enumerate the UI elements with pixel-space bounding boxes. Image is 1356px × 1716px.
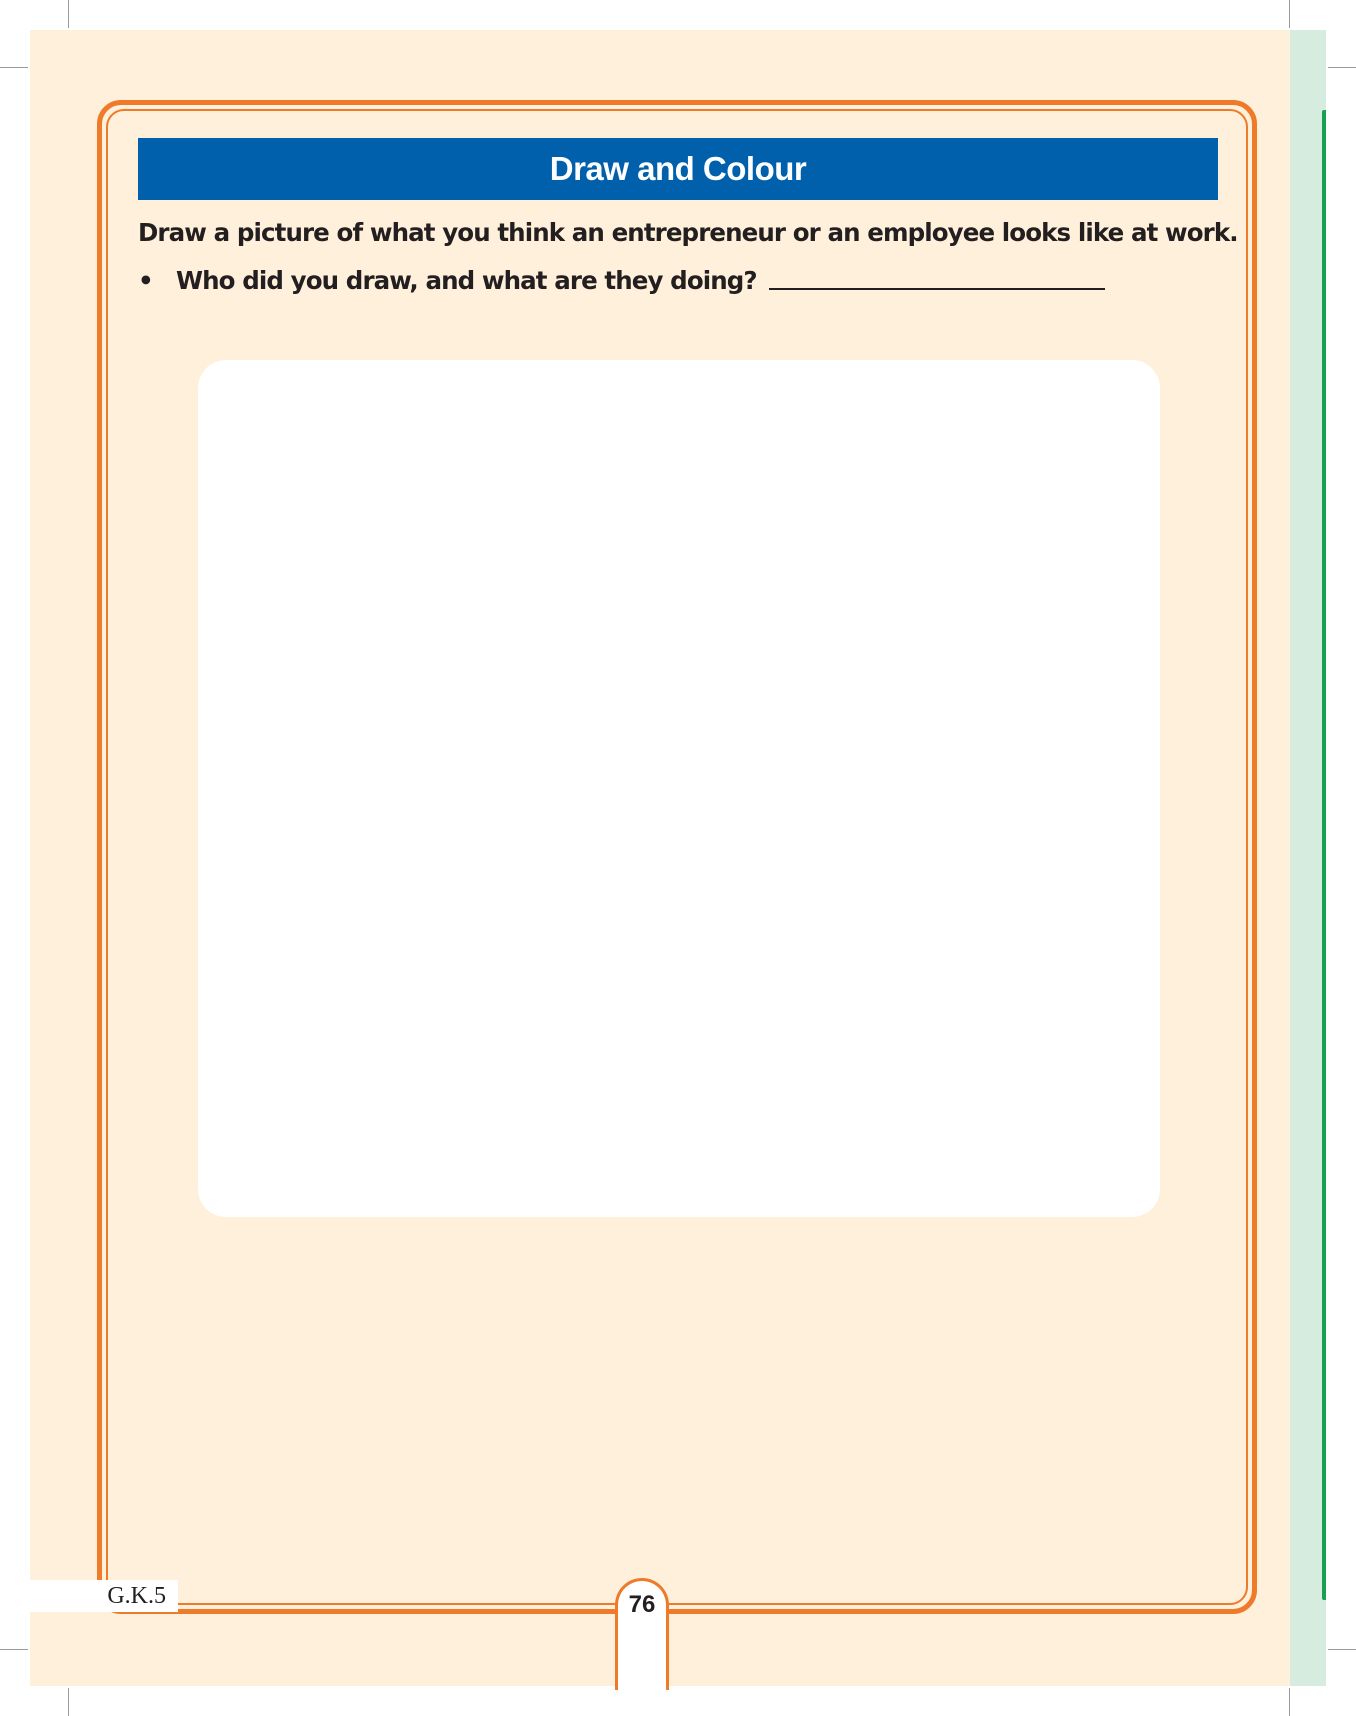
crop-mark bbox=[1289, 0, 1290, 28]
crop-mark bbox=[68, 1688, 69, 1716]
crop-mark bbox=[1289, 1688, 1290, 1716]
crop-mark bbox=[0, 67, 28, 68]
instruction-text: Draw a picture of what you think an entrepreneur or an employee looks like at work. bbox=[138, 218, 1238, 247]
book-label: G.K.5 bbox=[28, 1580, 178, 1612]
crop-mark bbox=[1328, 67, 1356, 68]
section-title: Draw and Colour bbox=[138, 138, 1218, 200]
bullet-point: • bbox=[138, 266, 153, 295]
page-number: 76 bbox=[628, 1591, 656, 1618]
side-strip bbox=[1290, 30, 1326, 1686]
drawing-area[interactable] bbox=[198, 360, 1160, 1217]
footer-divider bbox=[178, 1609, 618, 1611]
answer-blank[interactable] bbox=[769, 288, 1105, 290]
crop-mark bbox=[68, 0, 69, 28]
crop-mark bbox=[1328, 1649, 1356, 1650]
crop-mark bbox=[0, 1649, 28, 1650]
question-text: Who did you draw, and what are they doing? bbox=[176, 266, 757, 295]
question-item bbox=[138, 266, 1138, 295]
side-strip-edge bbox=[1322, 110, 1326, 1600]
page-number-tab bbox=[615, 1578, 669, 1690]
